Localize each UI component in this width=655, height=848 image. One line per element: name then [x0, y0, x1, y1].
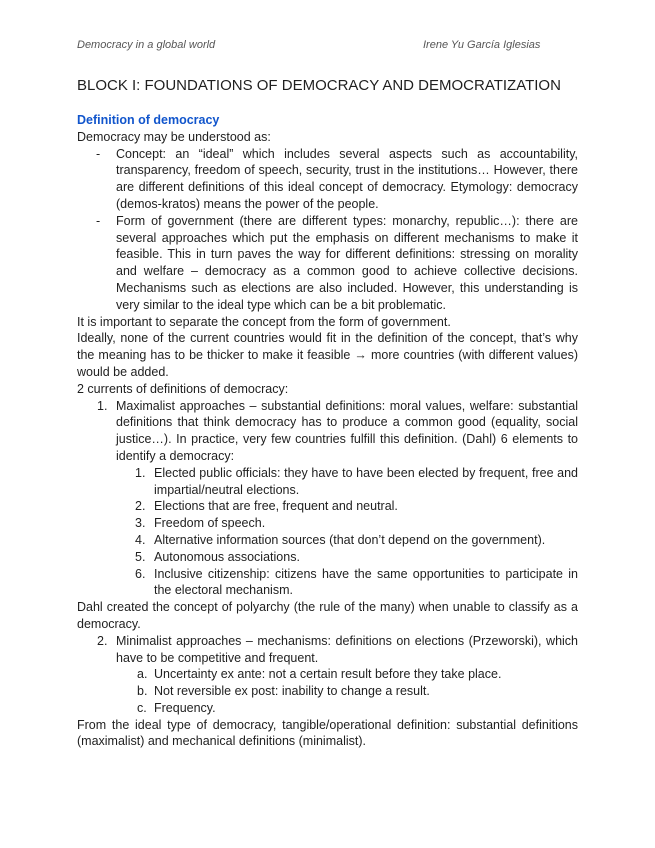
list-item	[77, 683, 578, 700]
letter-marker: c.	[137, 700, 147, 715]
minimalist-criteria-list	[77, 666, 578, 716]
list-item-text: Maximalist approaches – substantial definitions: moral values, welfare: substantial definitions that think democracy has to produce a common good (equality, social justice…). In practice, very few countries fulfill this definition. (Dahl) 6 elements to identify a democracy:	[116, 398, 578, 463]
dash-list	[77, 146, 578, 314]
number-marker: 3.	[135, 516, 146, 531]
block-title: BLOCK I: FOUNDATIONS OF DEMOCRACY AND DEMOCRATIZATION	[77, 77, 561, 94]
list-item-text: Uncertainty ex ante: not a certain result before they take place.	[154, 667, 502, 682]
dash-marker: -	[96, 146, 101, 161]
list-item-text: Alternative information sources (that don’t depend on the government).	[154, 532, 546, 547]
paragraph-currents: 2 currents of definitions of democracy:	[77, 381, 289, 396]
list-item-text: Minimalist approaches – mechanisms: definitions on elections (Przeworski), which have to be competitive and frequent.	[116, 633, 578, 665]
list-item	[77, 633, 578, 667]
list-item	[77, 549, 578, 566]
paragraph-ideally: Ideally, none of the current countries would fit in the definition of the concept, that’s why the meaning has to be thicker to make it feasible → more countries (with different values) would be added.	[77, 331, 578, 379]
list-item	[77, 532, 578, 549]
paragraph-final: From the ideal type of democracy, tangible/operational definition: substantial definitions (maximalist) and mechanical definitions (minimalist).	[77, 717, 578, 749]
list-item	[77, 700, 578, 717]
maximalist-list	[77, 398, 578, 465]
number-marker: 4.	[135, 532, 146, 547]
letter-marker: a.	[137, 667, 148, 682]
list-item-text: Not reversible ex post: inability to change a result.	[154, 684, 430, 699]
letter-marker: b.	[137, 684, 148, 699]
intro-paragraph: Democracy may be understood as:	[77, 129, 271, 144]
header-course-title: Democracy in a global world	[77, 39, 216, 51]
number-marker: 6.	[135, 566, 146, 581]
list-item	[77, 666, 578, 683]
list-item	[77, 398, 578, 465]
list-item	[77, 498, 578, 515]
number-marker: 1.	[97, 398, 108, 413]
number-marker: 2.	[135, 499, 146, 514]
list-item-text: Frequency.	[154, 700, 216, 715]
list-item	[77, 515, 578, 532]
list-item	[77, 213, 578, 314]
header-author: Irene Yu García Iglesias	[423, 39, 541, 51]
section-heading: Definition of democracy	[77, 113, 220, 127]
paragraph-dahl: Dahl created the concept of polyarchy (the rule of the many) when unable to classify as a democracy.	[77, 600, 578, 631]
list-item-text: Autonomous associations.	[154, 549, 300, 564]
list-item-text: Freedom of speech.	[154, 516, 266, 531]
minimalist-list	[77, 633, 578, 667]
number-marker: 1.	[135, 465, 146, 480]
list-item-text: Inclusive citizenship: citizens have the same opportunities to participate in the electoral mechanism.	[154, 566, 578, 598]
list-item-text: Elections that are free, frequent and neutral.	[154, 499, 398, 514]
paragraph-separate: It is important to separate the concept from the form of government.	[77, 314, 451, 329]
list-item	[77, 465, 578, 499]
dahl-elements-list	[77, 465, 578, 599]
document-body	[77, 76, 578, 750]
dash-marker: -	[96, 213, 101, 228]
number-marker: 2.	[97, 633, 108, 648]
list-item	[77, 146, 578, 213]
list-item-text: Concept: an “ideal” which includes several aspects such as accountability, transparency, freedom of speech, security, trust in the institutions… However, there are different definitions of this ideal concept of democracy. Etymology: democracy (demos-kratos) means the power of the people.	[116, 146, 578, 211]
number-marker: 5.	[135, 549, 146, 564]
list-item-text: Form of government (there are different types: monarchy, republic…): there are several approaches which put the emphasis on different mechanisms to make it feasible. This in turn paves the way for different definitions: stressing on morality and welfare – democracy as a common good to achieve collective decisions. Mechanisms such as elections are also included. However, this understanding is very similar to the ideal type which can be a bit problematic.	[116, 213, 578, 312]
list-item	[77, 566, 578, 600]
list-item-text: Elected public officials: they have to have been elected by frequent, free and impartial/neutral elections.	[154, 465, 578, 497]
